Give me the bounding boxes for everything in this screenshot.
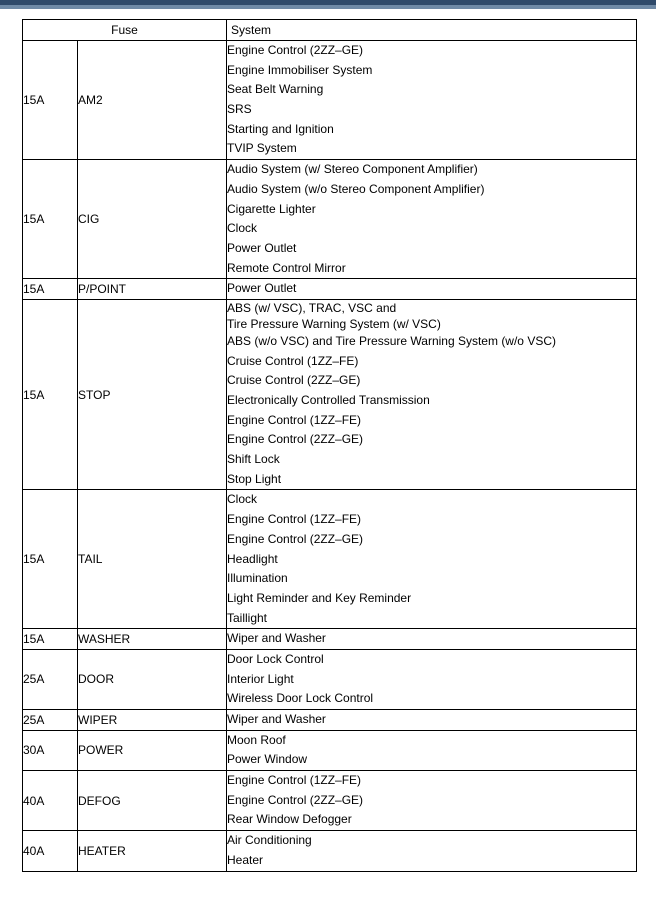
- fuse-systems: [227, 831, 637, 871]
- fuse-name: STOP: [78, 299, 227, 490]
- system-item: TVIP System: [227, 141, 297, 156]
- fuse-systems: [227, 41, 637, 160]
- fuse-name: HEATER: [78, 831, 227, 871]
- fuse-amperage: 40A: [23, 771, 78, 831]
- system-item: Air Conditioning: [227, 833, 312, 848]
- system-item: Power Outlet: [227, 281, 297, 296]
- fuse-systems: [227, 279, 637, 300]
- fuse-name: AM2: [78, 41, 227, 160]
- fuse-systems: [227, 490, 637, 629]
- system-item: Engine Control (1ZZ–FE): [227, 773, 362, 788]
- fuse-name: TAIL: [78, 490, 227, 629]
- table-row: [23, 160, 637, 279]
- system-item: Taillight: [227, 610, 268, 625]
- fuse-systems: [227, 710, 637, 731]
- table-row: [23, 490, 637, 629]
- table-row: [23, 771, 637, 831]
- table-row: [23, 629, 637, 650]
- system-item: Engine Control (2ZZ–GE): [227, 43, 364, 57]
- system-item: Engine Immobiliser System: [227, 62, 373, 77]
- fuse-amperage: 25A: [23, 710, 78, 731]
- system-item: Moon Roof: [227, 732, 286, 747]
- system-column-header: System: [227, 20, 637, 41]
- system-item: Clock: [227, 492, 258, 507]
- fuse-column-header: Fuse: [23, 20, 227, 41]
- system-item: Heater: [227, 852, 264, 867]
- fuse-systems: [227, 299, 637, 490]
- system-item: Engine Control (2ZZ–GE): [227, 432, 364, 447]
- system-item: Audio System (w/o Stereo Component Amplifier): [227, 181, 485, 196]
- system-item: Wireless Door Lock Control: [227, 691, 374, 706]
- fuse-amperage: 25A: [23, 649, 78, 709]
- system-item: Electronically Controlled Transmission: [227, 393, 430, 407]
- fuse-amperage: 40A: [23, 831, 78, 871]
- table-row: [23, 299, 637, 490]
- system-item: Interior Light: [227, 671, 294, 686]
- system-item: Power Outlet: [227, 240, 297, 255]
- system-item: Starting and Ignition: [227, 121, 334, 136]
- fuse-amperage: 15A: [23, 41, 78, 160]
- system-item: Clock: [227, 221, 258, 236]
- system-item: Engine Control (1ZZ–FE): [227, 512, 362, 527]
- top-banner: [0, 0, 656, 9]
- fuse-table: [22, 19, 637, 872]
- system-item: ABS (w/ VSC), TRAC, VSC and: [227, 300, 397, 315]
- system-item: Audio System (w/ Stereo Component Amplifier): [227, 162, 478, 177]
- system-item: Rear Window Defogger: [227, 812, 352, 827]
- system-item: Cruise Control (1ZZ–FE): [227, 353, 359, 368]
- fuse-systems: [227, 730, 637, 770]
- system-item: Power Window: [227, 752, 308, 767]
- fuse-name: POWER: [78, 730, 227, 770]
- table-row: [23, 831, 637, 871]
- table-row: [23, 730, 637, 770]
- fuse-systems: [227, 649, 637, 709]
- system-item: Illumination: [227, 571, 288, 586]
- table-row: [23, 279, 637, 300]
- fuse-name: WIPER: [78, 710, 227, 731]
- system-item: Headlight: [227, 551, 278, 566]
- fuse-amperage: 15A: [23, 299, 78, 490]
- system-item: Wiper and Washer: [227, 631, 326, 646]
- table-row: [23, 649, 637, 709]
- system-item: Wiper and Washer: [227, 712, 326, 726]
- fuse-amperage: 30A: [23, 730, 78, 770]
- fuse-name: P/POINT: [78, 279, 227, 300]
- fuse-name: CIG: [78, 160, 227, 279]
- system-item: Engine Control (2ZZ–GE): [227, 531, 364, 546]
- system-item: Cruise Control (2ZZ–GE): [227, 373, 361, 388]
- system-item: Engine Control (1ZZ–FE): [227, 412, 362, 427]
- system-item: Engine Control (2ZZ–GE): [227, 792, 364, 807]
- system-item: Shift Lock: [227, 452, 280, 467]
- fuse-systems: [227, 629, 637, 650]
- fuse-table-body: [23, 41, 637, 872]
- fuse-amperage: 15A: [23, 490, 78, 629]
- fuse-amperage: 15A: [23, 629, 78, 650]
- table-row: [23, 41, 637, 160]
- system-item: Door Lock Control: [227, 651, 324, 666]
- fuse-name: DOOR: [78, 649, 227, 709]
- table-header-row: [23, 20, 637, 41]
- system-item: SRS: [227, 102, 252, 117]
- fuse-amperage: 15A: [23, 279, 78, 300]
- system-item: ABS (w/o VSC) and Tire Pressure Warning System (w/o VSC): [227, 333, 556, 348]
- system-item: Light Reminder and Key Reminder: [227, 590, 412, 605]
- system-item: Remote Control Mirror: [227, 260, 346, 275]
- fuse-name: WASHER: [78, 629, 227, 650]
- system-item: Seat Belt Warning: [227, 82, 324, 97]
- fuse-name: DEFOG: [78, 771, 227, 831]
- system-item: Stop Light: [227, 471, 282, 486]
- fuse-systems: [227, 160, 637, 279]
- system-item: Tire Pressure Warning System (w/ VSC): [227, 316, 441, 331]
- table-row: [23, 710, 637, 731]
- fuse-amperage: 15A: [23, 160, 78, 279]
- fuse-systems: [227, 771, 637, 831]
- system-item: Cigarette Lighter: [227, 201, 316, 216]
